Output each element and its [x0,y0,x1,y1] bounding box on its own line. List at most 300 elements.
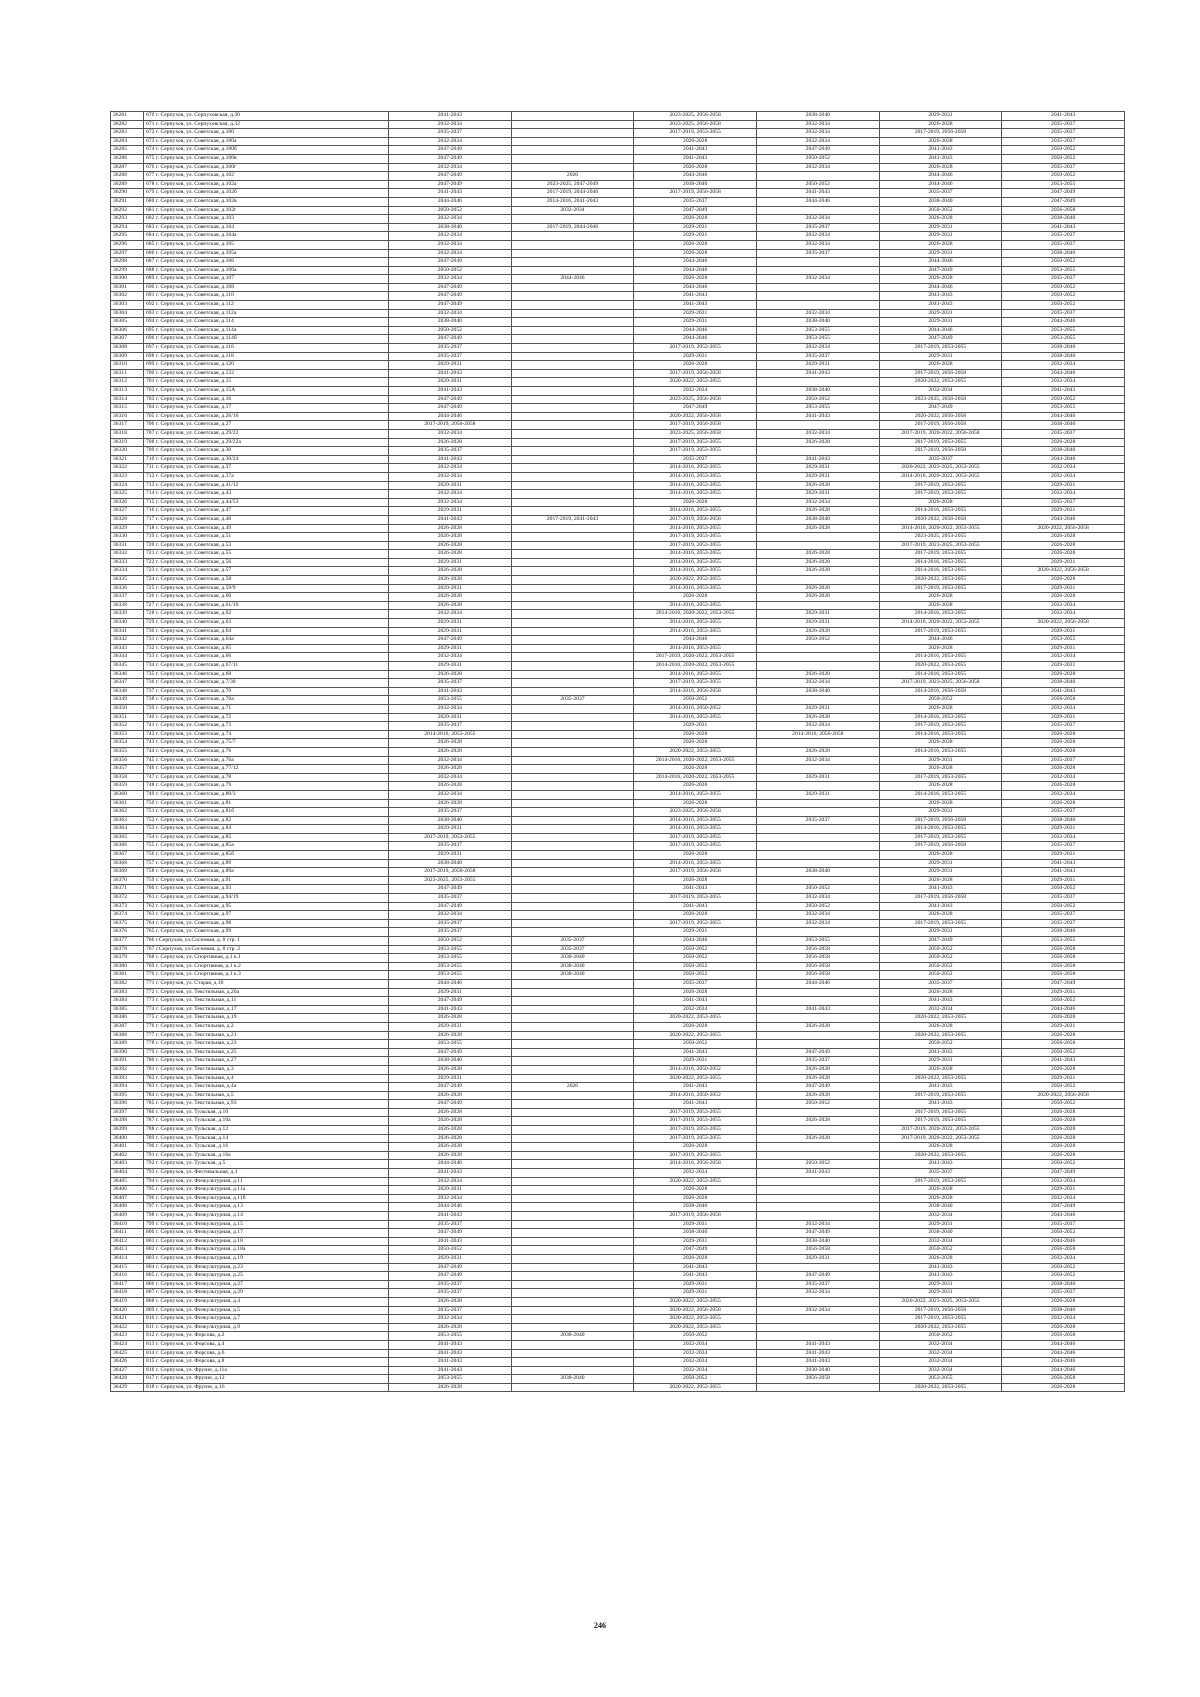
period-1-cell: 2041-2043 [389,1340,512,1349]
period-1-cell: 2053-2055 [389,954,512,963]
period-3-cell: 2017-2019, 2053-2055 [634,447,757,456]
period-4-cell: 2026-2028 [756,1022,879,1031]
address-cell: г. Серпухов, ул. Серпуховская, д.32 [154,120,389,129]
period-6-cell: 2029-2031 [1002,481,1125,490]
row-number-cell: 789 [144,1134,155,1143]
period-4-cell: 2050-2052 [756,902,879,911]
period-1-cell: 2023-2025, 2053-2055 [389,876,512,885]
row-id-cell: 36340 [111,619,144,628]
row-number-cell: 689 [144,275,155,284]
period-2-cell [511,1220,634,1229]
period-4-cell [756,876,879,885]
period-3-cell: 2026-2028 [634,249,757,258]
period-5-cell: 2014-2016, 2053-2055 [879,610,1002,619]
period-3-cell: 2044-2046 [634,326,757,335]
period-6-cell: 2038-2040 [1002,215,1125,224]
period-4-cell: 2032-2034 [756,275,879,284]
period-3-cell: 2038-2040 [634,1203,757,1212]
period-1-cell: 2026-2028 [389,1151,512,1160]
period-3-cell: 2029-2031 [634,1289,757,1298]
row-number-cell: 691 [144,292,155,301]
period-1-cell: 2047-2049 [389,172,512,181]
row-number-cell: 784 [144,1091,155,1100]
row-number-cell: 804 [144,1263,155,1272]
row-id-cell: 36283 [111,129,144,138]
table-row [111,1272,1125,1281]
period-2-cell [511,627,634,636]
period-5-cell: 2026-2028 [879,782,1002,791]
row-number-cell: 767 [144,945,155,954]
period-5-cell: 2026-2028 [879,120,1002,129]
period-6-cell: 2056-2058 [1002,1375,1125,1384]
period-2-cell [511,1383,634,1392]
row-id-cell: 36322 [111,464,144,473]
period-1-cell: 2026-2028 [389,670,512,679]
period-6-cell: 2038-2040 [1002,679,1125,688]
period-3-cell: 2023-2025, 2056-2058 [634,429,757,438]
row-id-cell: 36411 [111,1229,144,1238]
period-4-cell: 2032-2034 [756,1220,879,1229]
period-6-cell: 2044-2046 [1002,1358,1125,1367]
row-id-cell: 36389 [111,1040,144,1049]
address-cell: г. Серпухов, ул. Текстильная, д.93 [154,1100,389,1109]
period-2-cell [511,911,634,920]
row-id-cell: 36325 [111,490,144,499]
period-2-cell [511,670,634,679]
address-cell: г. Серпухов, ул. Тульская, д.10 [154,1108,389,1117]
address-cell: г. Серпухов, ул. Советская, д.107 [154,275,389,284]
period-5-cell: 2035-2037 [879,189,1002,198]
address-cell: г. Серпухов, ул. Физкультурная, д.18а [154,1246,389,1255]
address-cell: г. Серпухов, ул. Текстильная, д.25 [154,1048,389,1057]
period-1-cell: 2032-2034 [389,249,512,258]
period-5-cell: 2020-2022, 2053-2055 [879,1074,1002,1083]
address-cell: г. Серпухов, ул. Советская, д.98 [154,919,389,928]
period-3-cell: 2041-2043 [634,1083,757,1092]
period-2-cell [511,1349,634,1358]
period-4-cell: 2038-2040 [756,868,879,877]
period-4-cell: 2041-2043 [756,369,879,378]
row-number-cell: 797 [144,1203,155,1212]
period-6-cell: 2029-2031 [1002,1074,1125,1083]
address-cell: г. Серпухов, ул. Советская, д.80/3 [154,790,389,799]
row-number-cell: 779 [144,1048,155,1057]
table-row [111,1177,1125,1186]
address-cell: г. Серпухов, ул. Физкультурная, д.13 [154,1203,389,1212]
period-3-cell: 2014-2016, 2053-2055 [634,481,757,490]
period-5-cell: 2017-2019, 2020-2022, 2053-2055 [879,1134,1002,1143]
period-5-cell: 2029-2031 [879,1220,1002,1229]
period-3-cell: 2020-2022, 2053-2055 [634,1177,757,1186]
period-6-cell: 2035-2037 [1002,911,1125,920]
period-5-cell: 2032-2034 [879,387,1002,396]
period-4-cell: 2044-2046 [756,979,879,988]
period-5-cell: 2047-2049 [879,266,1002,275]
period-6-cell: 2041-2043 [1002,1057,1125,1066]
row-id-cell: 36320 [111,447,144,456]
address-cell: г. Серпухов, ул. Советская, д.79 [154,782,389,791]
period-1-cell: 2047-2049 [389,301,512,310]
row-number-cell: 778 [144,1040,155,1049]
period-6-cell: 2026-2028 [1002,541,1125,550]
period-1-cell: 2032-2034 [389,163,512,172]
period-4-cell: 2053-2055 [756,335,879,344]
period-3-cell: 2014-2016, 2053-2055 [634,644,757,653]
period-2-cell [511,1065,634,1074]
period-1-cell: 2047-2049 [389,395,512,404]
table-row [111,404,1125,413]
period-2-cell [511,387,634,396]
period-2-cell [511,713,634,722]
period-1-cell: 2032-2034 [389,429,512,438]
period-6-cell: 2035-2037 [1002,1220,1125,1229]
table-row [111,1203,1125,1212]
row-id-cell: 36426 [111,1358,144,1367]
period-5-cell: 2017-2019, 2056-2058 [879,369,1002,378]
period-4-cell: 2038-2040 [756,112,879,121]
address-cell: г. Серпухов, ул. Физкультурная, д.14 [154,1212,389,1221]
table-row [111,1220,1125,1229]
period-4-cell [756,1203,879,1212]
period-1-cell: 2032-2034 [389,232,512,241]
period-1-cell: 2029-2031 [389,662,512,671]
period-6-cell: 2035-2037 [1002,163,1125,172]
row-id-cell: 36304 [111,309,144,318]
period-5-cell: 2029-2031 [879,1057,1002,1066]
row-number-cell: 812 [144,1332,155,1341]
period-3-cell: 2014-2016, 2050-2052 [634,1065,757,1074]
period-2-cell [511,490,634,499]
period-4-cell [756,421,879,430]
table-row [111,1100,1125,1109]
period-2-cell: 2014-2016, 2041-2043 [511,197,634,206]
row-number-cell: 683 [144,223,155,232]
period-4-cell [756,833,879,842]
period-5-cell: 2026-2028 [879,1254,1002,1263]
period-5-cell: 2017-2019, 2056-2058 [879,894,1002,903]
row-id-cell: 36424 [111,1340,144,1349]
period-4-cell: 2026-2028 [756,1065,879,1074]
period-5-cell: 2014-2016, 2053-2055 [879,567,1002,576]
period-6-cell: 2035-2037 [1002,722,1125,731]
period-2-cell [511,507,634,516]
row-id-cell: 36356 [111,756,144,765]
period-6-cell: 2053-2055 [1002,636,1125,645]
row-id-cell: 36393 [111,1074,144,1083]
page-number: 246 [594,1621,606,1630]
row-number-cell: 747 [144,773,155,782]
period-2-cell [511,1134,634,1143]
period-5-cell: 2014-2016, 2053-2055 [879,670,1002,679]
period-4-cell: 2035-2037 [756,223,879,232]
period-1-cell: 2029-2031 [389,1186,512,1195]
period-4-cell [756,988,879,997]
period-1-cell: 2029-2031 [389,507,512,516]
period-2-cell [511,1057,634,1066]
period-2-cell: 2044-2046 [511,275,634,284]
row-id-cell: 36344 [111,653,144,662]
address-cell: г. Серпухов, ул. Советская, д.64 [154,627,389,636]
period-3-cell: 2023-2025, 2056-2058 [634,112,757,121]
table-row [111,653,1125,662]
period-2-cell [511,610,634,619]
period-2-cell [511,129,634,138]
period-2-cell [511,112,634,121]
period-4-cell [756,859,879,868]
period-2-cell [511,301,634,310]
period-2-cell [511,550,634,559]
table-row [111,584,1125,593]
period-4-cell: 2047-2049 [756,1229,879,1238]
row-id-cell: 36392 [111,1065,144,1074]
row-id-cell: 36362 [111,808,144,817]
row-number-cell: 685 [144,240,155,249]
address-cell: г. Серпухов, ул. Физкультурная, д.15 [154,1220,389,1229]
table-row [111,481,1125,490]
period-4-cell [756,1177,879,1186]
period-4-cell [756,662,879,671]
address-cell: г. Серпухов, ул. Советская, д.49 [154,524,389,533]
period-6-cell: 2050-2052 [1002,1272,1125,1281]
row-id-cell: 36375 [111,919,144,928]
period-4-cell: 2056-2058 [756,954,879,963]
period-2-cell [511,335,634,344]
period-2-cell [511,644,634,653]
table-row [111,120,1125,129]
row-id-cell: 36359 [111,782,144,791]
period-5-cell: 2023-2025, 2056-2058 [879,395,1002,404]
period-1-cell: 2032-2034 [389,275,512,284]
period-2-cell [511,215,634,224]
row-id-cell: 36297 [111,249,144,258]
table-row [111,851,1125,860]
period-5-cell: 2026-2028 [879,704,1002,713]
period-2-cell [511,859,634,868]
period-3-cell: 2041-2043 [634,1263,757,1272]
row-number-cell: 705 [144,412,155,421]
period-6-cell: 2035-2037 [1002,240,1125,249]
period-3-cell: 2041-2043 [634,154,757,163]
address-cell: г. Серпухов, ул. Советская, д.81б [154,808,389,817]
period-3-cell: 2029-2031 [634,1057,757,1066]
period-2-cell [511,730,634,739]
row-id-cell: 36331 [111,541,144,550]
period-2-cell [511,361,634,370]
row-number-cell: 672 [144,129,155,138]
row-id-cell: 36332 [111,550,144,559]
row-id-cell: 36419 [111,1297,144,1306]
table-row [111,1065,1125,1074]
period-1-cell: 2035-2037 [389,679,512,688]
row-number-cell: 770 [144,971,155,980]
period-4-cell [756,799,879,808]
table-row [111,1315,1125,1324]
period-3-cell: 2035-2037 [634,197,757,206]
period-3-cell: 2044-2046 [634,636,757,645]
period-1-cell: 2032-2034 [389,240,512,249]
row-number-cell: 772 [144,988,155,997]
period-6-cell: 2035-2037 [1002,808,1125,817]
row-number-cell: 782 [144,1074,155,1083]
row-id-cell: 36355 [111,747,144,756]
period-6-cell: 2041-2043 [1002,859,1125,868]
table-row [111,747,1125,756]
period-5-cell: 2020-2022, 2056-2058 [879,412,1002,421]
period-5-cell: 2014-2016, 2056-2058 [879,687,1002,696]
period-5-cell: 2014-2016, 2020-2022, 2053-2055 [879,524,1002,533]
address-cell: г. Серпухов, ул. Советская, д.85а [154,842,389,851]
period-5-cell: 2032-2034 [879,1237,1002,1246]
row-id-cell: 36337 [111,593,144,602]
address-cell: г. Серпухов, ул. Текстильная, д.2 [154,1022,389,1031]
period-3-cell: 2017-2019, 2020-2022, 2053-2055 [634,653,757,662]
row-id-cell: 36314 [111,395,144,404]
period-2-cell [511,137,634,146]
period-3-cell: 2044-2046 [634,937,757,946]
table-row [111,825,1125,834]
period-5-cell: 2029-2031 [879,112,1002,121]
period-3-cell: 2014-2016, 2053-2055 [634,790,757,799]
table-row [111,137,1125,146]
period-6-cell: 2050-2052 [1002,1229,1125,1238]
row-id-cell: 36390 [111,1048,144,1057]
table-row [111,292,1125,301]
table-row [111,266,1125,275]
period-6-cell: 2053-2055 [1002,266,1125,275]
address-cell: г. Серпухов, ул. Физкультурная, д.5 [154,1306,389,1315]
period-5-cell: 2017-2019, 2056-2058 [879,421,1002,430]
row-id-cell: 36413 [111,1246,144,1255]
period-5-cell: 2026-2028 [879,361,1002,370]
period-1-cell: 2047-2049 [389,335,512,344]
row-id-cell: 36369 [111,868,144,877]
address-cell: г. Серпухов, ул. Советская, д.114б [154,335,389,344]
period-2-cell [511,1160,634,1169]
period-3-cell: 2026-2028 [634,799,757,808]
period-5-cell: 2047-2049 [879,937,1002,946]
period-3-cell: 2029-2031 [634,722,757,731]
period-4-cell: 2032-2034 [756,911,879,920]
address-cell: г. Серпухов, ул. Советская, д.85б [154,851,389,860]
row-number-cell: 726 [144,593,155,602]
address-cell: г. Серпухов, ул. Физкультурная, д.17 [154,1229,389,1238]
period-6-cell: 2026-2028 [1002,533,1125,542]
period-1-cell: 2035-2037 [389,1280,512,1289]
period-2-cell [511,902,634,911]
period-4-cell: 2032-2034 [756,129,879,138]
address-cell: г. Серпухов, ул. Текстильная, д.17 [154,1005,389,1014]
period-5-cell: 2017-2019, 2053-2055 [879,481,1002,490]
period-3-cell: 2029-2031 [634,318,757,327]
address-cell: г. Серпухов, ул. Советская, д.118 [154,352,389,361]
period-2-cell [511,790,634,799]
table-row [111,163,1125,172]
period-4-cell: 2026-2028 [756,670,879,679]
period-5-cell: 2014-2016, 2053-2055 [879,825,1002,834]
period-2-cell [511,318,634,327]
period-3-cell: 2026-2028 [634,215,757,224]
period-5-cell: 2050-2052 [879,696,1002,705]
period-4-cell: 2026-2028 [756,584,879,593]
row-number-cell: 702 [144,387,155,396]
period-3-cell: 2014-2016, 2053-2055 [634,619,757,628]
row-number-cell: 687 [144,258,155,267]
period-2-cell [511,988,634,997]
period-4-cell [756,541,879,550]
period-5-cell: 2029-2031 [879,352,1002,361]
period-6-cell: 2047-2049 [1002,197,1125,206]
period-6-cell: 2032-2034 [1002,1177,1125,1186]
row-number-cell: 719 [144,533,155,542]
period-6-cell: 2026-2028 [1002,1143,1125,1152]
period-2-cell [511,842,634,851]
table-row [111,782,1125,791]
period-2-cell [511,765,634,774]
period-4-cell [756,1014,879,1023]
period-6-cell: 2026-2028 [1002,576,1125,585]
period-6-cell: 2047-2049 [1002,979,1125,988]
row-id-cell: 36399 [111,1126,144,1135]
period-1-cell: 2047-2049 [389,1229,512,1238]
address-cell: г. Серпухов, ул. Советская, д.67/11 [154,662,389,671]
address-cell: г. Серпухов, ул. Текстильная, д.23 [154,1040,389,1049]
period-6-cell: 2050-2052 [1002,1263,1125,1272]
period-6-cell: 2026-2028 [1002,739,1125,748]
address-cell: г. Серпухов, ул. Советская, д.112а [154,309,389,318]
period-6-cell: 2050-2052 [1002,301,1125,310]
period-1-cell: 2029-2031 [389,1074,512,1083]
period-6-cell: 2050-2052 [1002,292,1125,301]
row-id-cell: 36348 [111,687,144,696]
period-6-cell: 2056-2058 [1002,954,1125,963]
table-row [111,223,1125,232]
period-6-cell: 2029-2031 [1002,713,1125,722]
period-5-cell: 2026-2028 [879,163,1002,172]
period-1-cell: 2044-2046 [389,1203,512,1212]
table-row [111,937,1125,946]
period-4-cell [756,928,879,937]
row-id-cell: 36284 [111,137,144,146]
row-id-cell: 36291 [111,197,144,206]
row-id-cell: 36353 [111,730,144,739]
period-2-cell: 2035-2037 [511,696,634,705]
period-5-cell: 2041-2043 [879,1083,1002,1092]
period-3-cell: 2026-2028 [634,739,757,748]
row-number-cell: 728 [144,610,155,619]
table-row [111,919,1125,928]
period-6-cell: 2026-2028 [1002,1134,1125,1143]
period-5-cell: 2050-2052 [879,954,1002,963]
period-2-cell [511,833,634,842]
row-number-cell: 768 [144,954,155,963]
row-number-cell: 694 [144,318,155,327]
period-3-cell: 2014-2016, 2053-2055 [634,567,757,576]
period-5-cell: 2029-2031 [879,1280,1002,1289]
period-1-cell: 2014-2016, 2053-2055 [389,730,512,739]
period-5-cell: 2029-2031 [879,868,1002,877]
address-cell: г. Серпухов, ул. Советская, д.122 [154,369,389,378]
period-5-cell: 2020-2022, 2053-2055 [879,1383,1002,1392]
address-cell: г. Серпухов, ул. Физкультурная, д.7 [154,1315,389,1324]
row-id-cell: 36401 [111,1143,144,1152]
row-id-cell: 36378 [111,945,144,954]
period-5-cell: 2026-2028 [879,601,1002,610]
period-4-cell [756,292,879,301]
period-5-cell: 2026-2028 [879,1143,1002,1152]
period-4-cell: 2026-2028 [756,747,879,756]
period-6-cell: 2056-2058 [1002,945,1125,954]
period-3-cell: 2026-2028 [634,593,757,602]
